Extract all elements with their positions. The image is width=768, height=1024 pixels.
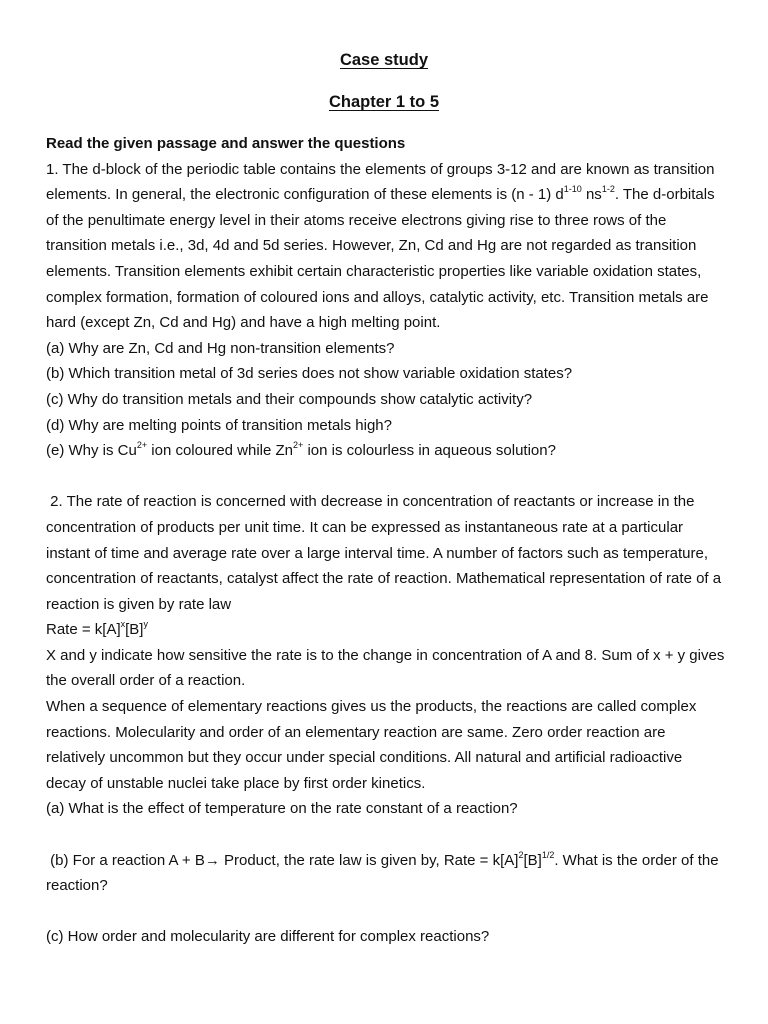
- q2b-exponent: 2: [518, 849, 524, 860]
- question-1b: (b) Which transition metal of 3d series does not show variable oxidation states?: [46, 365, 573, 383]
- q2b-part: . What is the order of the reaction?: [46, 851, 723, 895]
- order-explanation: X and y indicate how sensitive the rate is to the change in concentration of A and 8. Sum of x + y gives the overall order of a reaction.: [46, 646, 725, 690]
- page-subtitle: Chapter 1 to 5: [328, 93, 440, 111]
- question-2a: (a) What is the effect of temperature on the rate constant of a reaction?: [46, 800, 518, 818]
- paragraph-spacer: [46, 464, 726, 490]
- rate-law-equation: [46, 617, 726, 643]
- question-1e: [46, 438, 726, 464]
- question-1c: (c) Why do transition metals and their compounds show catalytic activity?: [46, 390, 533, 408]
- question-2b: [46, 848, 726, 899]
- q1e-part: ion coloured while Zn: [147, 442, 294, 460]
- paragraph-spacer: [46, 899, 726, 925]
- q1e-part: (e) Why is Cu: [46, 442, 137, 460]
- q1e-part: ion is colourless in aqueous solution?: [303, 442, 556, 460]
- question-1d: (d) Why are melting points of transition metals high?: [46, 416, 392, 434]
- question-1a: (a) Why are Zn, Cd and Hg non-transition elements?: [46, 339, 395, 357]
- complex-reactions-paragraph: When a sequence of elementary reactions gives us the products, the reactions are called complex reactions. Molecularity and order of an elementary reaction are same. Zero order reaction are relatively uncommon but they occur under special conditions. All natural and artificial radioactive decay of unstable nuclei take place by first order kinetics.: [46, 698, 697, 792]
- rate-law-part: Rate = k[A]: [46, 621, 121, 639]
- rate-law-part: [B]: [125, 621, 144, 639]
- question-2-passage: 2. The rate of reaction is concerned with decrease in concentration of reactants or increase in the concentration of products per unit time. It can be expressed as instantaneous rate at a particular instant of time and average rate over a large interval time. A number of factors such as temperature, concentration of reactants, catalyst affect the rate of reaction. Mathematical representation of rate of a reaction is given by rate law: [46, 493, 726, 613]
- q1e-charge-superscript: 2+: [136, 440, 148, 451]
- q2b-part: (b) For a reaction A + B→ Product, the rate law is given by, Rate = k[A]: [46, 851, 519, 869]
- q1-passage-part: 1. The d-block of the periodic table contains the elements of groups 3-12 and are known as transition elements. In general, the electronic configuration of these elements is (n - 1) d: [46, 160, 715, 204]
- question-2c: (c) How order and molecularity are different for complex reactions?: [46, 928, 490, 946]
- q1e-charge-superscript: 2+: [293, 440, 304, 451]
- paragraph-spacer: [46, 822, 726, 848]
- question-1-passage: [46, 157, 726, 336]
- q2b-part: [B]: [523, 851, 542, 869]
- document-body: [46, 131, 726, 950]
- q1-passage-part: . The d-orbitals of the penultimate energy level in their atoms receive electrons giving rise to three rows of the transition metals i.e., 3d, 4d and 5d series. However, Zn, Cd and Hg are not regarded as transition elements. Transition elements exhibit certain characteristic properties like variable oxidation states, complex formation, formation of coloured ions and alloys, catalytic activity, etc. Transition metals are hard (except Zn, Cd and Hg) and have a high melting point.: [46, 186, 715, 332]
- q1-passage-part: ns: [581, 186, 602, 204]
- instruction-heading: Read the given passage and answer the questions: [46, 135, 406, 152]
- q1-config-superscript: 1-10: [563, 184, 582, 195]
- rate-law-exponent-y: y: [143, 619, 148, 630]
- rate-law-exponent-x: x: [120, 619, 126, 630]
- q2b-exponent: 1/2: [541, 849, 555, 860]
- page-title: Case study: [339, 51, 429, 69]
- q1-config-superscript: 1-2: [601, 184, 615, 195]
